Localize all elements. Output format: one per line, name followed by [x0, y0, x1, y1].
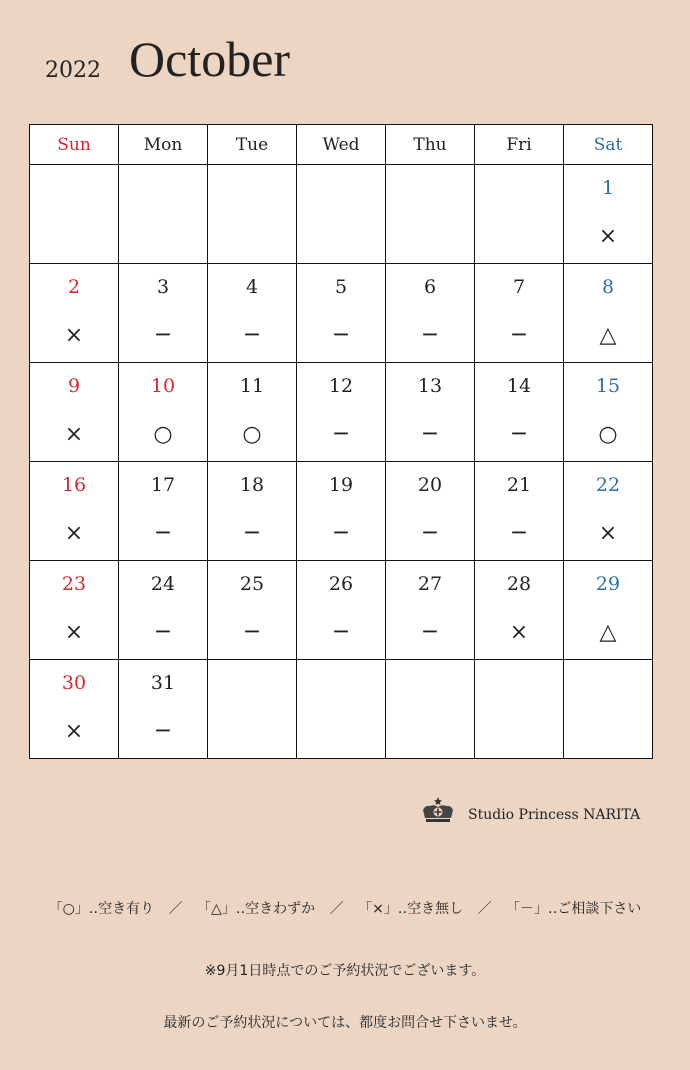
legend-separator: ／ — [329, 901, 344, 917]
day-cell — [297, 264, 386, 363]
day-number: 4 — [245, 276, 259, 298]
empty-cell — [297, 165, 386, 264]
day-cell — [564, 561, 653, 660]
availability-mark: ○ — [598, 422, 618, 447]
day-number: 26 — [328, 573, 354, 595]
day-number: 30 — [61, 672, 87, 694]
note-contact: 最新のご予約状況については、都度お問合せ下さいませ。 — [163, 1015, 527, 1031]
day-number: 9 — [67, 375, 81, 397]
empty-cell — [297, 660, 386, 759]
day-cell — [297, 561, 386, 660]
availability-mark: ─ — [423, 620, 437, 645]
availability-mark: × — [64, 323, 84, 348]
day-cell — [475, 264, 564, 363]
day-number: 15 — [595, 375, 621, 397]
legend-separator: ／ — [477, 901, 492, 917]
day-cell — [564, 165, 653, 264]
day-cell — [564, 363, 653, 462]
day-cell — [386, 264, 475, 363]
availability-mark: ○ — [242, 422, 262, 447]
legend-consult: 「－」‥ご相談下さい — [506, 901, 642, 917]
day-cell — [30, 561, 119, 660]
weekday-sun: Sun — [30, 125, 119, 165]
availability-mark: × — [598, 224, 618, 249]
weekday-fri: Fri — [475, 125, 564, 165]
crown-icon — [420, 796, 456, 826]
availability-mark: ─ — [156, 719, 170, 744]
day-number: 23 — [61, 573, 87, 595]
availability-mark: × — [64, 719, 84, 744]
availability-mark: ─ — [245, 620, 259, 645]
day-cell — [208, 363, 297, 462]
availability-mark: ─ — [423, 323, 437, 348]
legend-available: 「○」‥空き有り — [48, 901, 155, 917]
availability-mark: △ — [599, 620, 617, 645]
availability-mark: ─ — [334, 323, 348, 348]
empty-cell — [564, 660, 653, 759]
availability-mark: ─ — [245, 521, 259, 546]
day-cell — [30, 264, 119, 363]
week-row — [30, 561, 653, 660]
availability-mark: ─ — [156, 521, 170, 546]
empty-cell — [475, 165, 564, 264]
availability-mark: ○ — [153, 422, 173, 447]
calendar-grid — [29, 124, 653, 759]
availability-mark: × — [64, 620, 84, 645]
day-number: 20 — [417, 474, 443, 496]
availability-mark: × — [64, 422, 84, 447]
day-number: 6 — [423, 276, 437, 298]
day-number: 8 — [601, 276, 615, 298]
day-number: 27 — [417, 573, 443, 595]
availability-mark: ─ — [512, 323, 526, 348]
day-number: 25 — [239, 573, 265, 595]
day-cell — [30, 462, 119, 561]
month-title: October — [129, 31, 291, 87]
day-number: 13 — [417, 375, 443, 397]
day-number: 11 — [239, 375, 265, 397]
availability-mark: ─ — [334, 422, 348, 447]
availability-mark: × — [598, 521, 618, 546]
availability-mark: ─ — [334, 620, 348, 645]
day-number: 24 — [150, 573, 176, 595]
day-number: 16 — [61, 474, 87, 496]
empty-cell — [475, 660, 564, 759]
year-label: 2022 — [45, 58, 101, 83]
day-cell — [119, 462, 208, 561]
week-row — [30, 660, 653, 759]
day-cell — [386, 561, 475, 660]
day-cell — [208, 264, 297, 363]
empty-cell — [208, 165, 297, 264]
day-cell — [119, 363, 208, 462]
day-number: 22 — [595, 474, 621, 496]
availability-mark: ─ — [512, 422, 526, 447]
day-number: 28 — [506, 573, 532, 595]
week-row — [30, 264, 653, 363]
availability-mark: △ — [599, 323, 617, 348]
day-cell — [386, 462, 475, 561]
day-cell — [475, 462, 564, 561]
empty-cell — [208, 660, 297, 759]
availability-mark: ─ — [156, 620, 170, 645]
day-number: 7 — [512, 276, 526, 298]
weekday-tue: Tue — [208, 125, 297, 165]
availability-mark: ─ — [512, 521, 526, 546]
studio-name: Studio Princess NARITA — [468, 807, 641, 823]
availability-mark: × — [64, 521, 84, 546]
day-number: 21 — [506, 474, 532, 496]
week-row — [30, 363, 653, 462]
day-number: 3 — [156, 276, 170, 298]
week-row — [30, 165, 653, 264]
day-cell — [119, 660, 208, 759]
day-cell — [208, 561, 297, 660]
empty-cell — [386, 660, 475, 759]
day-number: 2 — [67, 276, 81, 298]
day-cell — [119, 264, 208, 363]
weekday-wed: Wed — [297, 125, 386, 165]
day-cell — [475, 561, 564, 660]
availability-mark: × — [509, 620, 529, 645]
empty-cell — [30, 165, 119, 264]
day-cell — [564, 264, 653, 363]
day-number: 19 — [328, 474, 354, 496]
day-cell — [208, 462, 297, 561]
day-cell — [30, 363, 119, 462]
empty-cell — [386, 165, 475, 264]
day-number: 29 — [595, 573, 621, 595]
day-number: 14 — [506, 375, 532, 397]
day-number: 5 — [334, 276, 348, 298]
weekday-sat: Sat — [564, 125, 653, 165]
weekday-thu: Thu — [386, 125, 475, 165]
day-cell — [386, 363, 475, 462]
week-row — [30, 462, 653, 561]
weekday-header-row — [30, 125, 653, 165]
availability-mark: ─ — [423, 422, 437, 447]
day-cell — [30, 660, 119, 759]
day-number: 1 — [601, 177, 615, 199]
day-number: 17 — [150, 474, 176, 496]
legend-few-left: 「△」‥空きわずか — [197, 901, 316, 917]
legend-separator: ／ — [168, 901, 183, 917]
legend-full: 「×」‥空き無し — [358, 901, 464, 917]
day-cell — [119, 561, 208, 660]
availability-mark: ─ — [245, 323, 259, 348]
day-number: 10 — [150, 375, 176, 397]
day-cell — [297, 462, 386, 561]
day-cell — [564, 462, 653, 561]
availability-mark: ─ — [156, 323, 170, 348]
day-number: 31 — [150, 672, 176, 694]
weekday-mon: Mon — [119, 125, 208, 165]
availability-mark: ─ — [423, 521, 437, 546]
note-as-of: ※9月1日時点でのご予約状況でございます。 — [204, 963, 486, 979]
empty-cell — [119, 165, 208, 264]
day-number: 12 — [328, 375, 354, 397]
day-cell — [297, 363, 386, 462]
day-cell — [475, 363, 564, 462]
day-number: 18 — [239, 474, 265, 496]
availability-mark: ─ — [334, 521, 348, 546]
availability-legend — [0, 898, 690, 918]
